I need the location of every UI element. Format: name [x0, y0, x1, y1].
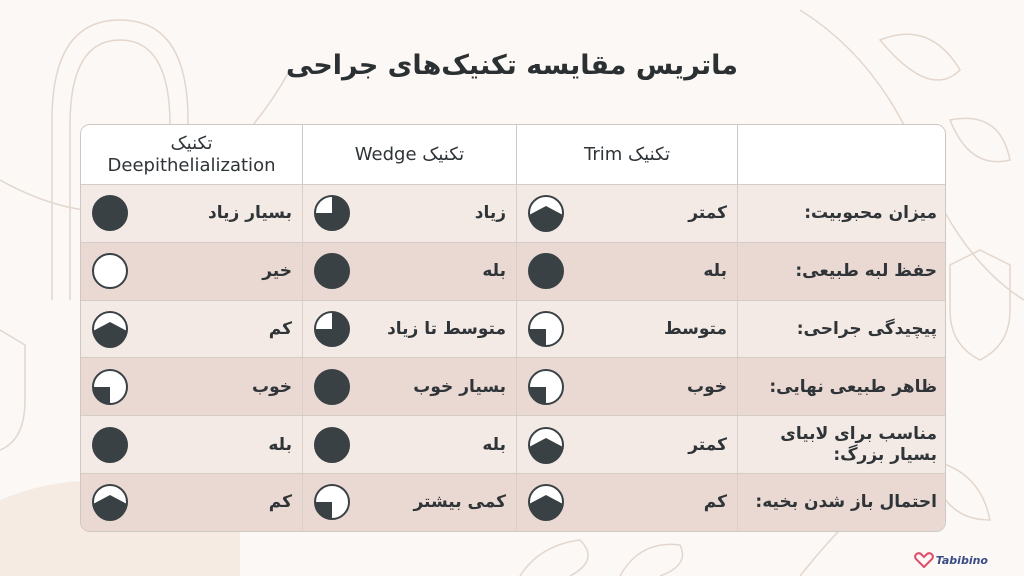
harvey-ball-icon [527, 310, 565, 348]
trim-value-text: کمتر [688, 203, 727, 224]
deep-value-text: بسیار زیاد [208, 203, 292, 224]
criterion-cell: مناسب برای لابیای بسیار بزرگ: [737, 416, 945, 473]
table-row [81, 300, 945, 358]
trim-value-text: خوب [687, 376, 727, 397]
harvey-ball-icon [91, 426, 129, 464]
wedge-value-cell [302, 185, 516, 242]
wedge-value-text: بله [482, 434, 506, 455]
trim-value-text: کم [703, 492, 727, 513]
wedge-value-cell [302, 416, 516, 473]
table-row [81, 242, 945, 300]
trim-value-cell [516, 416, 737, 473]
header-wedge: تکنیک Wedge [302, 125, 516, 184]
table-row [81, 357, 945, 415]
header-deepithelialization [81, 125, 302, 184]
trim-value-cell [516, 185, 737, 242]
header-deep-line1: تکنیک [170, 132, 213, 154]
header-deep-line2: Deepithelialization [107, 154, 276, 176]
harvey-ball-icon [91, 194, 129, 232]
wedge-value-cell [302, 358, 516, 415]
harvey-ball-icon [91, 310, 129, 348]
harvey-ball-icon [527, 483, 565, 521]
trim-value-text: متوسط [663, 318, 727, 339]
deep-value-cell [81, 416, 302, 473]
table-row [81, 473, 945, 531]
harvey-ball-icon [313, 194, 351, 232]
table-row [81, 415, 945, 473]
wedge-value-text: بسیار خوب [413, 376, 506, 397]
harvey-ball-icon [527, 426, 565, 464]
deep-value-text: بله [268, 434, 292, 455]
trim-value-cell [516, 474, 737, 531]
criterion-cell: حفظ لبه طبیعی: [737, 243, 945, 300]
heart-logo-icon [914, 552, 934, 568]
harvey-ball-icon [313, 310, 351, 348]
deep-value-cell [81, 243, 302, 300]
harvey-ball-icon [527, 194, 565, 232]
header-criterion [737, 125, 945, 184]
tabibino-logo [914, 552, 988, 568]
trim-value-cell [516, 301, 737, 358]
trim-value-cell [516, 358, 737, 415]
wedge-value-cell [302, 474, 516, 531]
harvey-ball-icon [313, 426, 351, 464]
wedge-value-text: کمی بیشتر [413, 492, 506, 513]
deep-value-cell [81, 474, 302, 531]
wedge-value-cell [302, 301, 516, 358]
harvey-ball-icon [91, 483, 129, 521]
deep-value-cell [81, 301, 302, 358]
deep-value-cell [81, 185, 302, 242]
page-title: ماتریس مقایسه تکنیک‌های جراحی [286, 50, 738, 81]
harvey-ball-icon [91, 368, 129, 406]
criterion-cell: ظاهر طبیعی نهایی: [737, 358, 945, 415]
header-row [81, 125, 945, 184]
harvey-ball-icon [527, 252, 565, 290]
harvey-ball-icon [313, 483, 351, 521]
wedge-value-text: زیاد [474, 203, 506, 224]
harvey-ball-icon [91, 252, 129, 290]
deep-value-text: خیر [262, 261, 292, 282]
trim-value-text: کمتر [688, 434, 727, 455]
wedge-value-text: متوسط تا زیاد [387, 318, 506, 339]
wedge-value-text: بله [482, 261, 506, 282]
deep-value-cell [81, 358, 302, 415]
deep-value-text: کم [268, 318, 292, 339]
criterion-cell: احتمال باز شدن بخیه: [737, 474, 945, 531]
matrix-body [81, 184, 945, 531]
deep-value-text: خوب [252, 376, 292, 397]
trim-value-cell [516, 243, 737, 300]
criterion-cell: میزان محبوبیت: [737, 185, 945, 242]
criterion-cell: پیچیدگی جراحی: [737, 301, 945, 358]
trim-value-text: بله [703, 261, 727, 282]
wedge-value-cell [302, 243, 516, 300]
logo-text: Tabibino [935, 553, 988, 567]
harvey-ball-icon [313, 368, 351, 406]
header-trim: تکنیک Trim [516, 125, 737, 184]
comparison-matrix [80, 124, 946, 532]
harvey-ball-icon [527, 368, 565, 406]
deep-value-text: کم [268, 492, 292, 513]
harvey-ball-icon [313, 252, 351, 290]
table-row [81, 184, 945, 242]
